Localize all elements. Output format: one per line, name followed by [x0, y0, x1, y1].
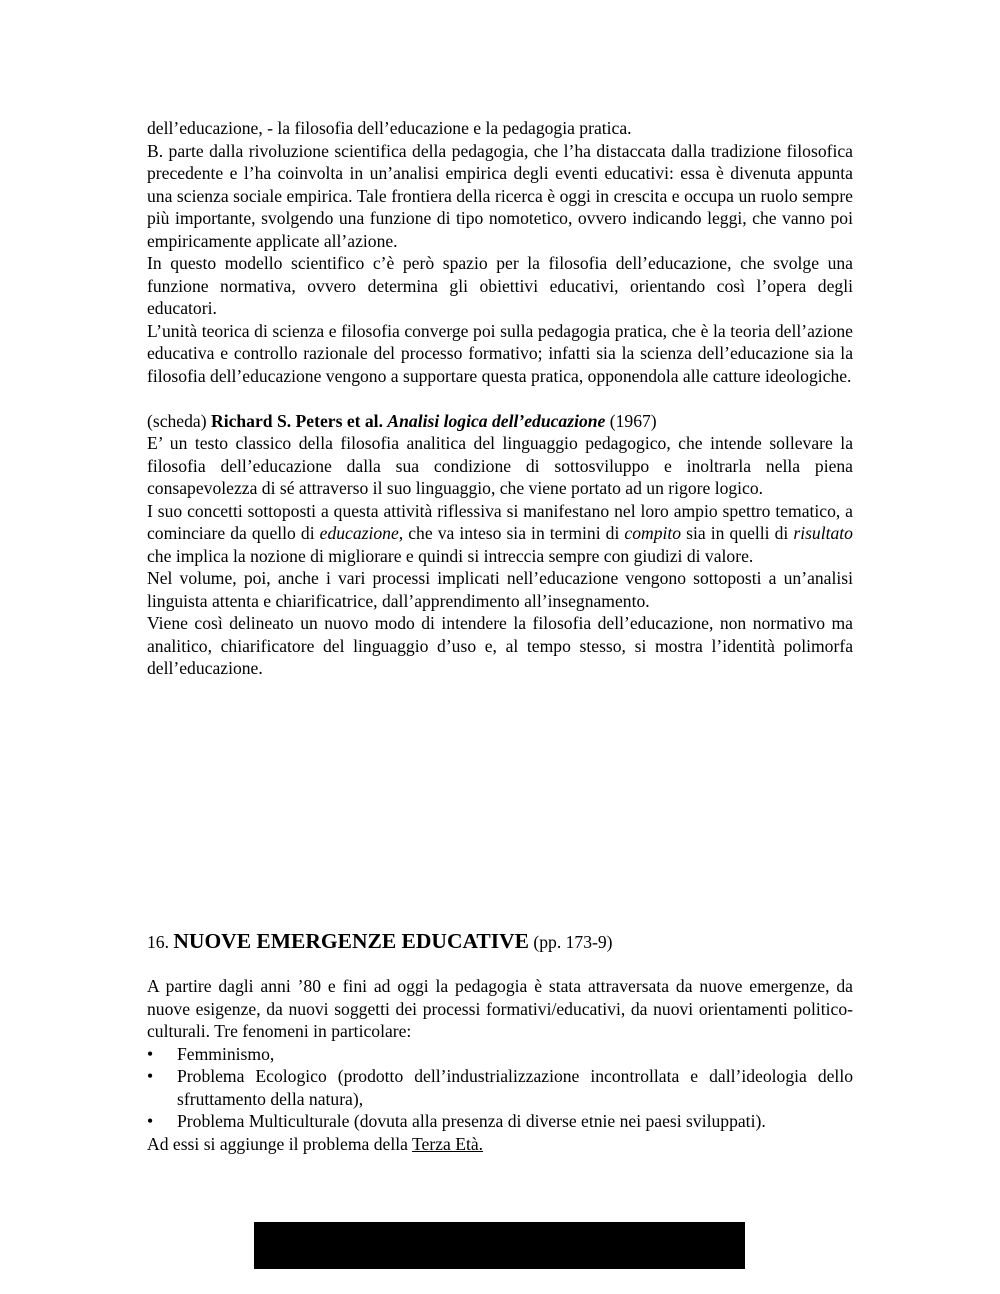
scheda-paragraph-3: Nel volume, poi, anche i vari processi implicati nell’educazione vengono sottoposti a un’analisi linguista attenta e chiarificatrice, dall’apprendimento all’insegnamento.: [147, 568, 853, 611]
terza-eta-link[interactable]: Terza Età.: [412, 1133, 484, 1154]
section-16-body: [147, 975, 853, 1155]
redaction-bar: [254, 1222, 745, 1269]
scheda-paragraph-4: Viene così delineato un nuovo modo di intendere la filosofia dell’educazione, non normativo ma analitico, chiarificatore del linguaggio d’uso e, al tempo stesso, si mostra l’identità polimorfa dell’educazione.: [147, 613, 853, 678]
document-body: [147, 117, 853, 680]
section-16-heading: [147, 926, 853, 957]
scheda-heading: [147, 410, 853, 433]
list-item: • Problema Ecologico (prodotto dell’industrializzazione incontrollata e dall’ideologia dello sfruttamento della natura),: [147, 1066, 853, 1109]
bullet-icon: •: [147, 1111, 154, 1131]
list-item: • Femminismo,: [147, 1043, 275, 1064]
scheda-year: (1967): [605, 410, 657, 431]
paragraph-philosophy-role: In questo modello scientifico c’è però spazio per la filosofia dell’educazione, che svolge una funzione normativa, ovvero determina gli obiettivi educativi, orientando così l’opera degli educatori.: [147, 253, 853, 318]
section-closing: Ad essi si aggiunge il problema della Terza Età.: [147, 1133, 484, 1154]
paragraph-continuation: dell’educazione, - la filosofia dell’educazione e la pedagogia pratica.: [147, 118, 632, 138]
paragraph-pedagogy-practice: L’unità teorica di scienza e filosofia converge poi sulla pedagogia pratica, che è la teoria dell’azione educativa e controllo razionale del processo formativo; infatti sia la scienza dell’educazione sia la filosofia dell’educazione vengono a supportare questa pratica, opponendola alle catture ideologiche.: [147, 320, 853, 386]
section-pages: (pp. 173-9): [528, 932, 613, 952]
blank-line: [147, 387, 853, 410]
section-intro: A partire dagli anni ’80 e fini ad oggi la pedagogia è stata attraversata da nuove emergenze, da nuove esigenze, da nuovi soggetti dei processi formativi/educativi, da nuovi orientamenti politico-culturali. Tre fenomeni in particolare:: [147, 976, 853, 1041]
scheda-authors: Richard S. Peters et al.: [210, 410, 383, 431]
section-title: NUOVE EMERGENZE EDUCATIVE: [173, 929, 529, 953]
scheda-prefix: (scheda): [147, 410, 211, 431]
scheda-paragraph-1: E’ un testo classico della filosofia analitica del linguaggio pedagogico, che intende sollevare la filosofia dell’educazione dalla sua condizione di sottosviluppo e inoltrarla nella piena consapevolezza di sé attraverso il suo linguaggio, che viene portato ad un rigore logico.: [147, 433, 853, 498]
bullet-icon: •: [147, 1066, 154, 1086]
phenomena-list: [147, 1043, 853, 1133]
section-number: 16.: [147, 932, 174, 952]
paragraph-scientific-revolution: B. parte dalla rivoluzione scientifica della pedagogia, che l’ha distaccata dalla tradizione filosofica precedente e l’ha coinvolta in un’analisi empirica degli eventi educativi: essa è divenuta appunta una scienza sociale empirica. Tale frontiera della ricerca è oggi in crescita e occupa un ruolo sempre più importante, svolgendo una funzione di tipo nomotetico, ovvero indicando leggi, che vanno poi empiricamente applicate all’azione.: [147, 140, 853, 251]
scheda-paragraph-2: I suo concetti sottoposti a questa attività riflessiva si manifestano nel loro ampio spettro tematico, a cominciare da quello di educazione, che va inteso sia in termini di compito sia in quelli di risultato che implica la nozione di migliorare e quindi si intreccia sempre con giudizi di valore.: [147, 500, 853, 566]
list-item: • Problema Multiculturale (dovuta alla presenza di diverse etnie nei paesi sviluppati).: [147, 1111, 766, 1131]
bullet-icon: •: [147, 1043, 154, 1064]
scheda-book-title: Analisi logica dell’educazione: [387, 410, 606, 431]
